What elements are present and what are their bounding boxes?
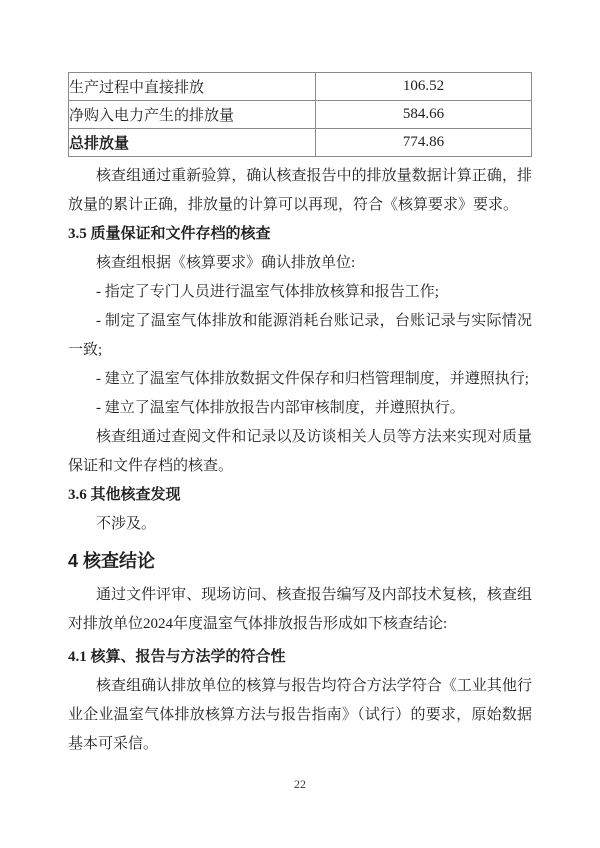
bullet-internal-review: - 建立了温室气体排放报告内部审核制度，并遵照执行。: [96, 400, 465, 416]
heading-3-6: 3.6 其他核查发现: [68, 487, 181, 503]
heading-4-1: 4.1 核算、报告与方法学的符合性: [68, 649, 286, 665]
bullet-ledger: - 制定了温室气体排放和能源消耗台账记录，台账记录与实际情况一致;: [68, 313, 532, 358]
heading-4: 4 核查结论: [68, 551, 156, 571]
page-number: 22: [294, 777, 306, 791]
table-row-label: 净购入电力产生的排放量: [69, 101, 316, 129]
table-row-label: 生产过程中直接排放: [69, 73, 316, 101]
bullet-archive-system: - 建立了温室气体排放数据文件保存和归档管理制度，并遵照执行;: [96, 371, 529, 387]
paragraph-4-intro: 通过文件评审、现场访问、核查报告编写及内部技术复核，核查组对排放单位2024年度温室气体排放报告形成如下核查结论:: [68, 587, 532, 632]
paragraph-3-5-method: 核查组通过查阅文件和记录以及访谈相关人员等方法来实现对质量保证和文件存档的核查。: [68, 429, 532, 474]
table-row-value: 774.86: [316, 129, 532, 157]
paragraph-3-6: 不涉及。: [96, 516, 157, 532]
table-row-total: [69, 129, 532, 157]
table-row: [69, 73, 532, 101]
paragraph-4-1: 核查组确认排放单位的核算与报告均符合方法学符合《工业其他行业企业温室气体排放核算方法与报告指南》（试行）的要求，原始数据基本可采信。: [68, 678, 532, 752]
table-row-label: 总排放量: [69, 129, 316, 157]
table-row: [69, 101, 532, 129]
heading-3-5: 3.5 质量保证和文件存档的核查: [68, 226, 271, 242]
document-page: [68, 0, 532, 759]
paragraph-verification-result: 核查组通过重新验算，确认核查报告中的排放量数据计算正确，排放量的累计正确，排放量的计算可以再现，符合《核算要求》要求。: [68, 168, 532, 213]
table-row-value: 106.52: [316, 73, 532, 101]
bullet-personnel: - 指定了专门人员进行温室气体排放核算和报告工作;: [96, 284, 439, 300]
table-row-value: 584.66: [316, 101, 532, 129]
paragraph-3-5-intro: 核查组根据《核算要求》确认排放单位:: [96, 255, 356, 271]
emissions-summary-table: [68, 72, 532, 157]
